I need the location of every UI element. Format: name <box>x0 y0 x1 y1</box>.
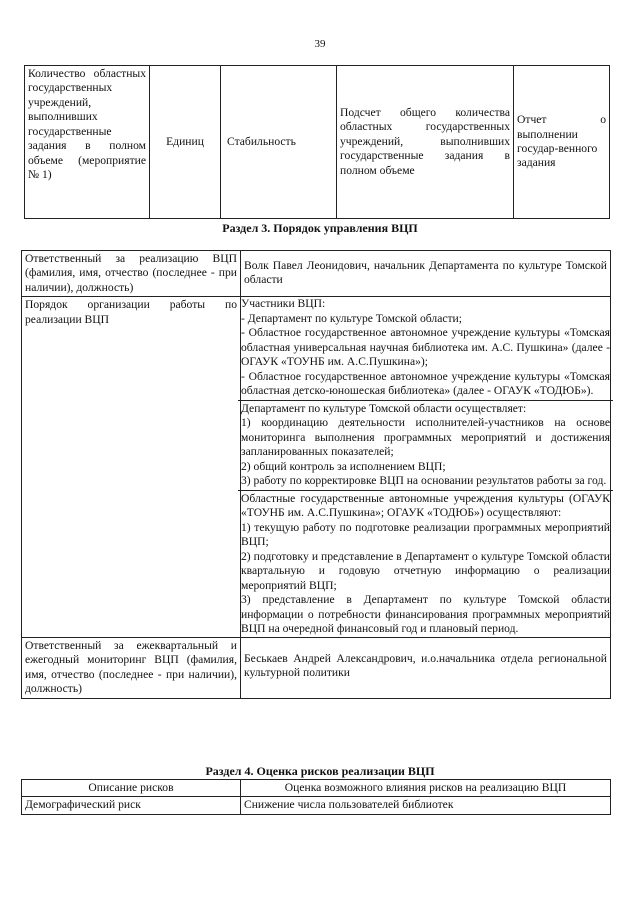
table-row <box>22 637 611 698</box>
responsible-label: Ответственный за реализацию ВЦП (фамилия, имя, отчество (последнее - при наличии), должность) <box>22 251 241 297</box>
institutions-text: Областные государственные автономные учреждения культуры (ОГАУК «ТОУНБ им. А.С.Пушкина»; ОГАУК «ТОДЮБ») осуществляют: 1) текущую работу по подготовке реализации программных мероприятий ВЦП; 2) подготовку и представление в Департамент о культуре Томской области квартальную и годовую отчетную информацию о реализации мероприятий ВЦП; 3) представление в Департамент по культуре Томской области информации о потребности финансирования программных мероприятий ВЦП на очередной финансовый год и плановый период. <box>238 490 613 638</box>
impact-col-header: Оценка возможного влияния рисков на реализацию ВЦП <box>241 780 611 797</box>
risk-table <box>21 779 611 815</box>
section3-title: Раздел 3. Порядок управления ВЦП <box>222 221 418 235</box>
indicator-type: Стабильность <box>221 66 337 219</box>
table-row <box>25 66 610 219</box>
management-table <box>21 250 611 699</box>
department-text: Департамент по культуре Томской области осуществляет: 1) координацию деятельности исполнителей-участников на основе мониторинга выполнения программных мероприятий и достижения запланированных показателей; 2) общий контроль за исполнением ВЦП; 3) работу по корректировке ВЦП на основании результатов работы за год. <box>238 400 613 490</box>
monitoring-value: Беськаев Андрей Александрович, и.о.начальника отдела региональной культурной политики <box>241 637 611 698</box>
monitoring-label: Ответственный за ежеквартальный и ежегодный мониторинг ВЦП (фамилия, имя, отчество (последнее - при наличии), должность) <box>22 637 241 698</box>
indicator-unit: Единиц <box>150 66 221 219</box>
table-row <box>22 797 611 814</box>
table-row <box>22 297 611 637</box>
risk-col-header: Описание рисков <box>22 780 241 797</box>
indicator-source: Отчет о выполнении государ-венного задания <box>514 66 610 219</box>
responsible-value: Волк Павел Леонидович, начальник Департамента по культуре Томской области <box>241 251 611 297</box>
indicator-method: Подсчет общего количества областных государственных учреждений, выполнивших государственные задания в полном объеме <box>337 66 514 219</box>
indicator-table <box>24 65 610 219</box>
page-number: 39 <box>314 38 326 50</box>
risk-description: Демографический риск <box>22 797 241 814</box>
participants-text: Участники ВЦП: - Департамент по культуре Томской области; - Областное государственное автономное учреждение культуры «Томская областная универсальная научная библиотека им. А.С. Пушкина» (далее - ОГАУК «ТОУНБ им. А.С.Пушкина»); - Областное государственное автономное учреждение культуры «Томская областная детско-юношеская библиотека» (далее - ОГАУК «ТОДЮБ»). <box>241 297 610 398</box>
section4-title: Раздел 4. Оценка рисков реализации ВЦП <box>205 764 435 778</box>
risk-impact: Снижение числа пользователей библиотек <box>241 797 611 814</box>
indicator-name: Количество областных государственных учреждений, выполнивших государственные задания в полном объеме (мероприятие № 1) <box>25 66 150 219</box>
order-label: Порядок организации работы по реализации ВЦП <box>22 297 241 637</box>
table-header-row <box>22 780 611 797</box>
table-row <box>22 251 611 297</box>
